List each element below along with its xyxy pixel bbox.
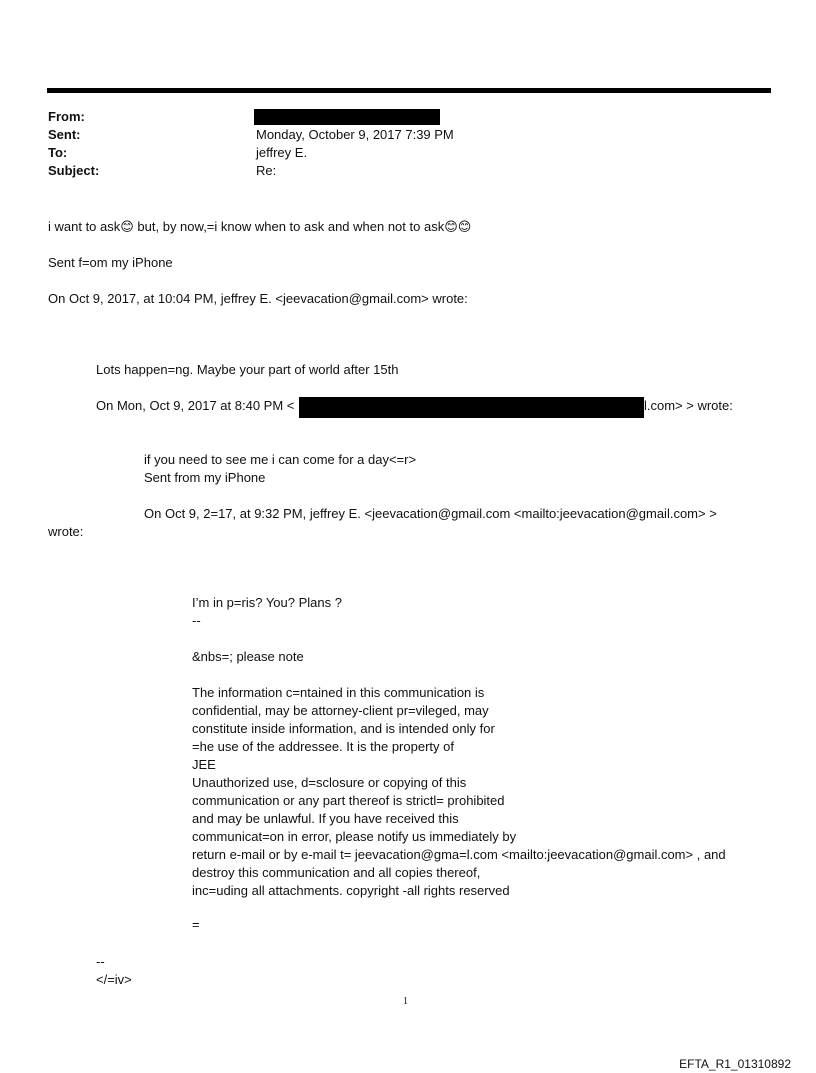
quote1-line-2-end: l.com> > wrote: — [644, 398, 733, 413]
quote3-line-3: &nbs=; please note — [192, 649, 304, 664]
quote1-line-2-start: On Mon, Oct 9, 2017 at 8:40 PM < — [96, 398, 295, 413]
disclaimer-line: The information c=ntained in this communication is — [192, 685, 485, 700]
disclaimer-line: =he use of the addressee. It is the property of — [192, 739, 454, 754]
document-id: EFTA_R1_01310892 — [679, 1057, 791, 1071]
quote2-line-1: if you need to see me i can come for a day<=r> — [144, 452, 417, 467]
email-redaction — [299, 397, 644, 418]
sent-label: Sent: — [48, 127, 81, 142]
disclaimer-line: return e-mail or by e-mail t= jeevacation@gma=l.com <mailto:jeevacation@gmail.com> , and — [192, 847, 726, 862]
to-value: jeffrey E. — [256, 145, 308, 160]
sent-value: Monday, October 9, 2017 7:39 PM — [256, 127, 454, 142]
tail-line-2: </=iv> — [96, 972, 132, 987]
to-label: To: — [48, 145, 68, 160]
tail-line-1: -- — [96, 954, 105, 969]
disclaimer-line: confidential, may be attorney-client pr=vileged, may — [192, 703, 489, 718]
quote1-line-1: Lots happen=ng. Maybe your part of world after 15th — [96, 362, 399, 377]
disclaimer-line: destroy this communication and all copies thereof, — [192, 865, 481, 880]
disclaimer-line: JEE — [192, 757, 216, 772]
page-number: 1 — [403, 996, 408, 1007]
quote2-line-3-wrap: wrote: — [48, 524, 84, 539]
quote3-equals: = — [192, 917, 200, 932]
message-line-2: Sent f=om my iPhone — [48, 255, 173, 270]
disclaimer-line: communicat=on in error, please notify us immediately by — [192, 829, 517, 844]
from-label: From: — [48, 109, 85, 124]
message-line-3: On Oct 9, 2017, at 10:04 PM, jeffrey E. <jeevacation@gmail.com> wrote: — [48, 291, 468, 306]
quote3-line-2: -- — [192, 613, 201, 628]
disclaimer-block — [192, 684, 726, 900]
quote2-line-2: Sent from my iPhone — [144, 470, 266, 485]
from-redaction — [254, 109, 440, 125]
header-rule — [47, 88, 771, 93]
disclaimer-line: Unauthorized use, d=sclosure or copying of this — [192, 775, 467, 790]
message-line-1: i want to ask😊 but, by now,=i know when to ask and when not to ask😊😊 — [48, 219, 472, 234]
quote2-line-3: On Oct 9, 2=17, at 9:32 PM, jeffrey E. <jeevacation@gmail.com <mailto:jeevacation@gmail.com> > — [144, 506, 717, 521]
disclaimer-line: communication or any part thereof is strictl= prohibited — [192, 793, 505, 808]
subject-label: Subject: — [48, 163, 100, 178]
quote3-line-1: I’m in p=ris? You? Plans ? — [192, 595, 342, 610]
disclaimer-line: constitute inside information, and is intended only for — [192, 721, 495, 736]
disclaimer-line: and may be unlawful. If you have received this — [192, 811, 459, 826]
subject-value: Re: — [256, 163, 277, 178]
disclaimer-line: inc=uding all attachments. copyright -all rights reserved — [192, 883, 510, 898]
